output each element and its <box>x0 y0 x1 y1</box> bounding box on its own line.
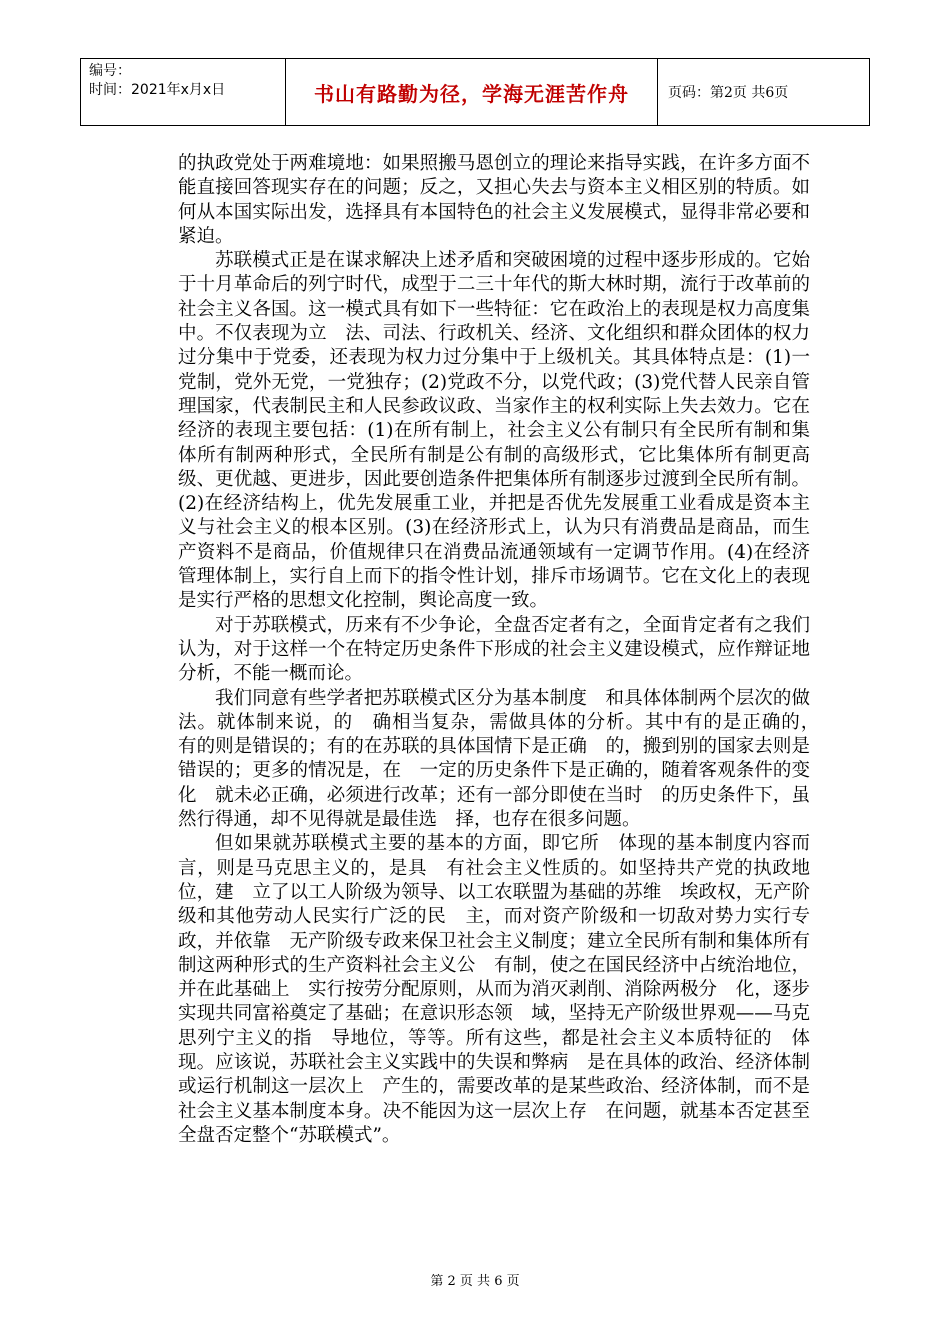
paragraph: 但如果就苏联模式主要的基本的方面，即它所 体现的基本制度内容而言，则是马克思主义的，是具 有社会主义性质的。如坚持共产党的执政地位，建 立了以工人阶级为领导、以工农联盟为基础的苏维 埃政权，无产阶级和其他劳动人民实行广泛的民 主，而对资产阶级和一切敌对势力实行专政，并依靠 无产阶级专政来保卫社会主义制度；建立全民所有制和集体所有制这两种形式的生产资料社会主义公 有制，使之在国民经济中占统治地位，并在此基础上 实行按劳分配原则，从而为消灭剥削、消除两极分 化，逐步实现共同富裕奠定了基础；在意识形态领 域，坚持无产阶级世界观——马克思列宁主义的指 导地位，等等。所有这些，都是社会主义本质特征的 体现。应该说，苏联社会主义实践中的失误和弊病 是在具体的政治、经济体制或运行机制这一层次上 产生的，需要改革的是某些政治、经济体制，而不是 社会主义基本制度本身。决不能因为这一层次上存 在问题，就基本否定甚至全盘否定整个“苏联模式”。 <box>178 833 829 1146</box>
paragraph: 我们同意有些学者把苏联模式区分为基本制度 和具体体制两个层次的做法。就体制来说，的 确相当复杂，需做具体的分析。其中有的是正确的， 有的则是错误的；有的在苏联的具体国情下是正确 的，搬到别的国家去则是错误的；更多的情况是，在 一定的历史条件下是正确的，随着客观条件的变化 就未必正确，必须进行改革；还有一部分即使在当时 的历史条件下，虽然行得通，却不见得就是最佳选 择，也存在很多问题。 <box>178 687 829 831</box>
page-footer <box>0 1270 950 1289</box>
paragraph: 苏联模式正是在谋求解决上述矛盾和突破困境的过程中逐步形成的。它始于十月革命后的列宁时代，成型于二三十年代的斯大林时期，流行于改革前的社会主义各国。这一模式具有如下一些特征：它在政治上的表现是权力高度集中。不仅表现为立 法、司法、行政机关、经济、文化组织和群众团体的权力过分集中于党委，还表现为权力过分集中于上级机关。其具体特点是：(1)一党制，党外无党，一党独存；(2)党政不分，以党代政；(3)党代替人民亲自管理国家，代表制民主和人民参政议政、当家作主的权利实际上失去效力。它在经济的表现主要包括：(1)在所有制上，社会主义公有制只有全民所有制和集体所有制两种形式，全民所有制是公有制的高级形式，它比集体所有制更高级、更优越、更进步，因此要创造条件把集体所有制逐步过渡到全民所有制。(2)在经济结构上，优先发展重工业，并把是否优先发展重工业看成是资本主义与社会主义的根本区别。(3)在经济形式上，认为只有消费品是商品，而生产资料不是商品，价值规律只在消费品流通领域有一定调节作用。(4)在经济管理体制上，实行自上而下的指令性计划，排斥市场调节。它在文化上的表现是实行严格的思想文化控制，舆论高度一致。 <box>178 250 810 612</box>
page-header <box>80 58 870 126</box>
header-page-cell <box>658 59 869 125</box>
header-motto-cell <box>286 59 658 125</box>
header-motto: 书山有路勤为径，学海无涯苦作舟 <box>314 81 629 106</box>
document-time-label: 时间：2021年x月x日 <box>89 82 226 98</box>
footer-page-number: 第 2 页 共 6 页 <box>430 1274 520 1289</box>
document-body <box>178 152 829 1148</box>
paragraph: 对于苏联模式，历来有不少争论，全盘否定者有之，全面肯定者有之我们认为，对于这样一个在特定历史条件下形成的社会主义建设模式，应作辩证地分析，不能一概而论。 <box>178 614 810 685</box>
header-page-info: 页码：第2页 共6页 <box>668 85 789 101</box>
document-number-label: 编号： <box>89 63 131 79</box>
header-meta-cell <box>81 59 286 125</box>
paragraph: 的执政党处于两难境地：如果照搬马恩创立的理论来指导实践，在许多方面不能直接回答现实存在的问题；反之，又担心失去与资本主义相区别的特质。如何从本国实际出发，选择具有本国特色的社会主义发展模式，显得非常必要和紧迫。 <box>178 153 810 247</box>
